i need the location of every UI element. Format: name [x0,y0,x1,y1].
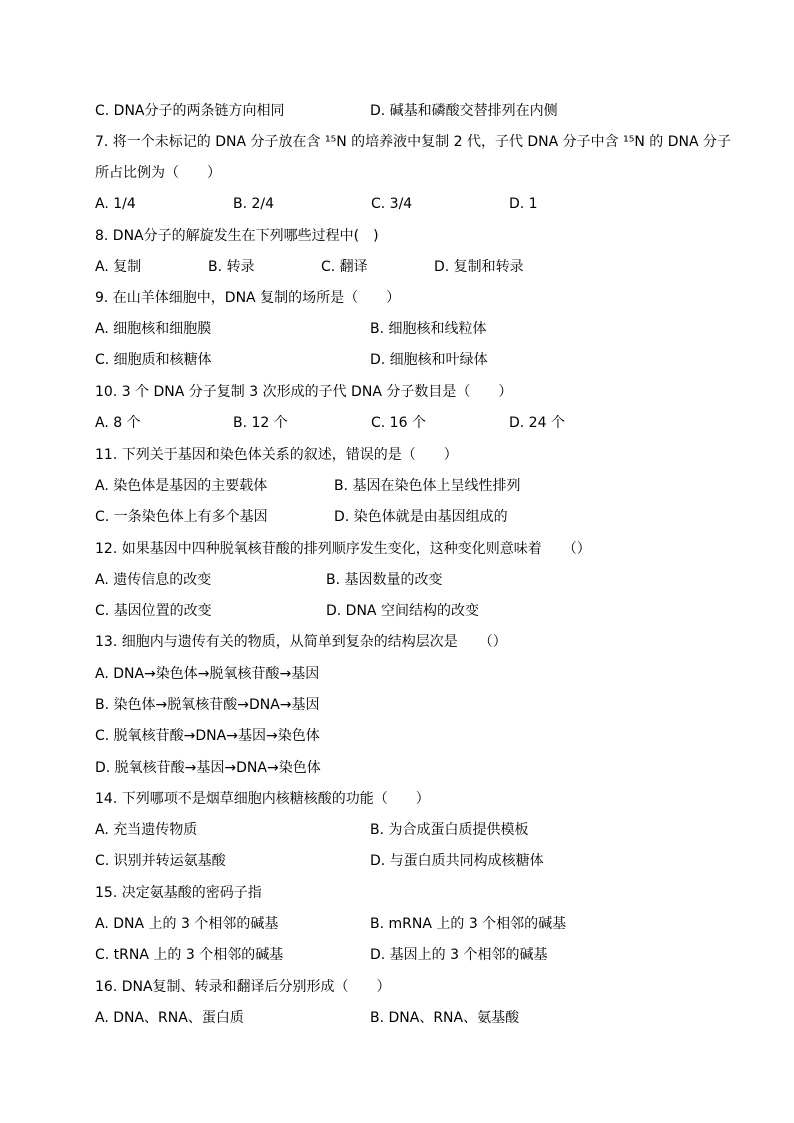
question-11-stem: 11. 下列关于基因和染色体关系的叙述，错误的是（ ） [95,447,458,463]
question-8-option-a: A. 复制 [95,259,142,275]
question-7-stem-line-1: 7. 将一个未标记的 DNA 分子放在含 ¹⁵N 的培养液中复制 2 代，子代 DNA 分子中含 ¹⁵N 的 DNA 分子 [95,134,732,150]
question-6-option-c: C. DNA分子的两条链方向相同 [95,103,285,119]
question-9-option-d: D. 细胞核和叶绿体 [370,352,488,368]
question-9-option-b: B. 细胞核和线粒体 [370,321,487,337]
question-15-stem: 15. 决定氨基酸的密码子指 [95,885,262,901]
question-11-option-a: A. 染色体是基因的主要载体 [95,478,268,494]
question-12-option-c: C. 基因位置的改变 [95,603,212,619]
question-7-stem-line-2: 所占比例为（ ） [95,165,221,181]
question-15-option-b: B. mRNA 上的 3 个相邻的碱基 [370,916,567,932]
question-8-option-c: C. 翻译 [321,259,368,275]
question-10-stem: 10. 3 个 DNA 分子复制 3 次形成的子代 DNA 分子数目是（ ） [95,384,513,400]
question-7-option-b: B. 2/4 [233,196,275,212]
question-14-option-d: D. 与蛋白质共同构成核糖体 [370,853,544,869]
question-10-option-a: A. 8 个 [95,415,141,431]
question-6-option-d: D. 碱基和磷酸交替排列在内侧 [370,103,558,119]
question-15-option-a: A. DNA 上的 3 个相邻的碱基 [95,916,279,932]
question-8-option-b: B. 转录 [208,259,255,275]
question-9-option-c: C. 细胞质和核糖体 [95,352,212,368]
question-9-stem: 9. 在山羊体细胞中，DNA 复制的场所是（ ） [95,290,401,306]
question-15-option-d: D. 基因上的 3 个相邻的碱基 [370,947,548,963]
question-10-option-c: C. 16 个 [371,415,426,431]
question-13-stem: 13. 细胞内与遗传有关的物质，从简单到复杂的结构层次是 （） [95,634,507,650]
question-13-option-d: D. 脱氧核苷酸→基因→DNA→染色体 [95,760,321,776]
question-15-option-c: C. tRNA 上的 3 个相邻的碱基 [95,947,284,963]
question-14-stem: 14. 下列哪项不是烟草细胞内核糖核酸的功能（ ） [95,791,430,807]
question-7-option-c: C. 3/4 [371,196,413,212]
question-9-option-a: A. 细胞核和细胞膜 [95,321,212,337]
question-16-option-b: B. DNA、RNA、氨基酸 [370,1010,520,1026]
question-11-option-d: D. 染色体就是由基因组成的 [334,509,508,525]
question-12-option-b: B. 基因数量的改变 [326,572,443,588]
question-14-option-c: C. 识别并转运氨基酸 [95,853,226,869]
question-10-option-d: D. 24 个 [509,415,565,431]
question-12-option-a: A. 遗传信息的改变 [95,572,212,588]
question-14-option-b: B. 为合成蛋白质提供模板 [370,822,529,838]
question-13-option-b: B. 染色体→脱氧核苷酸→DNA→基因 [95,697,320,713]
question-11-option-c: C. 一条染色体上有多个基因 [95,509,268,525]
question-13-option-a: A. DNA→染色体→脱氧核苷酸→基因 [95,666,320,682]
question-12-stem: 12. 如果基因中四种脱氧核苷酸的排列顺序发生变化，这种变化则意味着 （） [95,541,591,557]
question-11-option-b: B. 基因在染色体上呈线性排列 [334,478,521,494]
question-14-option-a: A. 充当遗传物质 [95,822,198,838]
question-16-option-a: A. DNA、RNA、蛋白质 [95,1010,244,1026]
question-7-option-d: D. 1 [509,196,538,212]
question-8-option-d: D. 复制和转录 [434,259,524,275]
question-7-option-a: A. 1/4 [95,196,136,212]
question-16-stem: 16. DNA复制、转录和翻译后分别形成（ ） [95,979,391,995]
question-8-stem: 8. DNA分子的解旋发生在下列哪些过程中( ) [95,228,379,244]
question-12-option-d: D. DNA 空间结构的改变 [326,603,479,619]
question-13-option-c: C. 脱氧核苷酸→DNA→基因→染色体 [95,728,320,744]
question-10-option-b: B. 12 个 [233,415,288,431]
